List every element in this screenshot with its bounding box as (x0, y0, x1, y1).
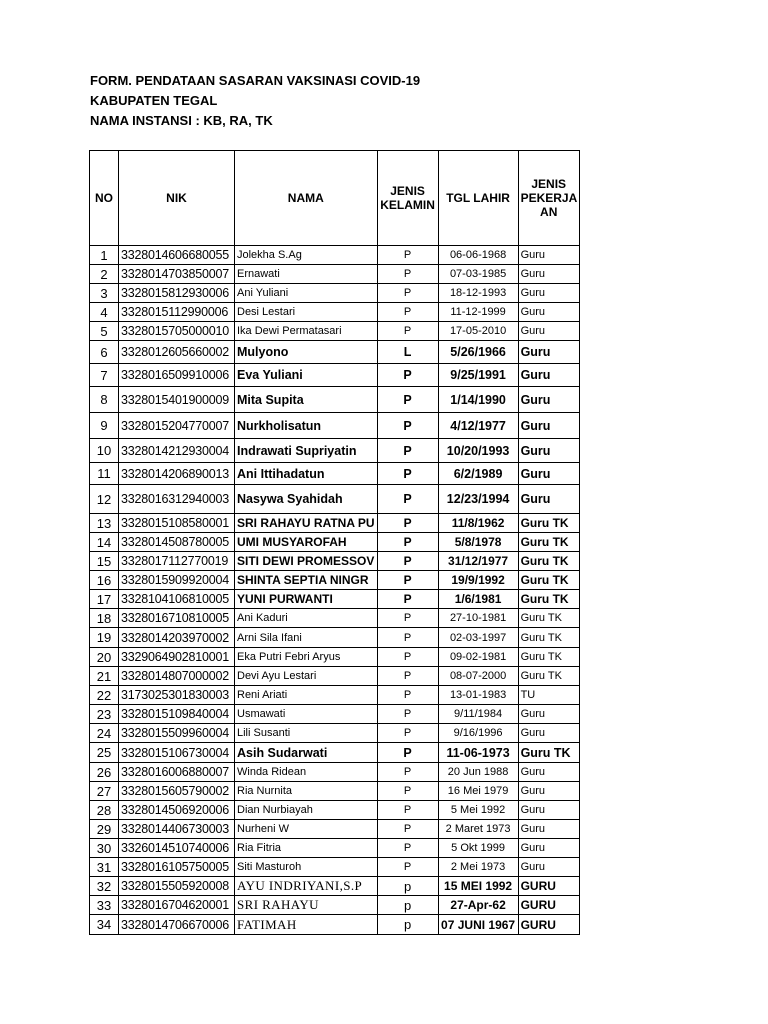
cell-jenis-kelamin: L (377, 341, 438, 364)
cell-tgl-lahir: 6/2/1989 (438, 463, 518, 485)
cell-no: 7 (90, 364, 119, 387)
cell-nik: 3329064902810001 (119, 648, 235, 667)
cell-tgl-lahir: 19/9/1992 (438, 571, 518, 590)
cell-jenis-pekerjaan: Guru (518, 705, 579, 724)
cell-nama: Ani Yuliani (235, 284, 378, 303)
table-row (90, 571, 580, 590)
cell-nama: Ika Dewi Permatasari (235, 322, 378, 341)
cell-tgl-lahir: 12/23/1994 (438, 485, 518, 514)
cell-nama: Indrawati Supriyatin (235, 439, 378, 463)
cell-no: 15 (90, 552, 119, 571)
cell-nama: Mita Supita (235, 387, 378, 413)
cell-no: 20 (90, 648, 119, 667)
cell-jenis-pekerjaan: Guru TK (518, 667, 579, 686)
cell-nama: Asih Sudarwati (235, 743, 378, 763)
table-row (90, 341, 580, 364)
cell-jenis-pekerjaan: Guru (518, 485, 579, 514)
table-row (90, 782, 580, 801)
cell-nik: 3328104106810005 (119, 590, 235, 609)
header-jenis-kelamin: JENIS KELAMIN (377, 151, 438, 246)
cell-jenis-pekerjaan: Guru TK (518, 533, 579, 552)
cell-nama: Nurkholisatun (235, 413, 378, 439)
table-row (90, 724, 580, 743)
cell-jenis-kelamin: P (377, 364, 438, 387)
cell-no: 16 (90, 571, 119, 590)
form-title: FORM. PENDATAAN SASARAN VAKSINASI COVID-19 (90, 73, 421, 88)
cell-jenis-kelamin: P (377, 667, 438, 686)
cell-no: 17 (90, 590, 119, 609)
cell-tgl-lahir: 18-12-1993 (438, 284, 518, 303)
cell-jenis-kelamin: P (377, 284, 438, 303)
cell-jenis-pekerjaan: Guru (518, 439, 579, 463)
table-row (90, 609, 580, 628)
cell-nama: Lili Susanti (235, 724, 378, 743)
table-row (90, 820, 580, 839)
cell-jenis-pekerjaan: Guru (518, 265, 579, 284)
cell-nama: Ria Fitria (235, 839, 378, 858)
cell-tgl-lahir: 09-02-1981 (438, 648, 518, 667)
header-no: NO (90, 151, 119, 246)
cell-jenis-pekerjaan: Guru TK (518, 571, 579, 590)
cell-jenis-kelamin: P (377, 724, 438, 743)
cell-tgl-lahir: 2 Maret 1973 (438, 820, 518, 839)
cell-no: 29 (90, 820, 119, 839)
cell-nik: 3328014203970002 (119, 628, 235, 648)
table-row (90, 667, 580, 686)
cell-no: 10 (90, 439, 119, 463)
cell-jenis-pekerjaan: Guru TK (518, 743, 579, 763)
cell-no: 14 (90, 533, 119, 552)
table-row (90, 533, 580, 552)
cell-nik: 3328014206890013 (119, 463, 235, 485)
cell-jenis-kelamin: P (377, 743, 438, 763)
table-row (90, 514, 580, 533)
cell-jenis-kelamin: p (377, 877, 438, 896)
cell-nama: Jolekha S.Ag (235, 246, 378, 265)
cell-nik: 3328014506920006 (119, 801, 235, 820)
table-row (90, 284, 580, 303)
cell-tgl-lahir: 08-07-2000 (438, 667, 518, 686)
cell-no: 28 (90, 801, 119, 820)
cell-jenis-pekerjaan: GURU (518, 896, 579, 915)
table-row (90, 322, 580, 341)
cell-tgl-lahir: 07-03-1985 (438, 265, 518, 284)
cell-nik: 3328015109840004 (119, 705, 235, 724)
cell-jenis-kelamin: P (377, 439, 438, 463)
table-row (90, 743, 580, 763)
cell-tgl-lahir: 20 Jun 1988 (438, 763, 518, 782)
cell-jenis-kelamin: P (377, 413, 438, 439)
cell-jenis-pekerjaan: Guru (518, 322, 579, 341)
cell-jenis-kelamin: P (377, 533, 438, 552)
cell-jenis-kelamin: p (377, 896, 438, 915)
cell-nama: Arni Sila Ifani (235, 628, 378, 648)
cell-no: 18 (90, 609, 119, 628)
cell-jenis-pekerjaan: Guru TK (518, 628, 579, 648)
table-row (90, 463, 580, 485)
cell-no: 30 (90, 839, 119, 858)
table-row (90, 915, 580, 935)
cell-nik: 3328014212930004 (119, 439, 235, 463)
cell-nik: 3328016710810005 (119, 609, 235, 628)
cell-tgl-lahir: 5 Okt 1999 (438, 839, 518, 858)
cell-nik: 3328015505920008 (119, 877, 235, 896)
cell-nama: Ria Nurnita (235, 782, 378, 801)
header-nama: NAMA (235, 151, 378, 246)
cell-jenis-pekerjaan: Guru (518, 387, 579, 413)
table-row (90, 648, 580, 667)
cell-jenis-kelamin: P (377, 552, 438, 571)
cell-jenis-kelamin: P (377, 322, 438, 341)
cell-jenis-pekerjaan: Guru (518, 763, 579, 782)
cell-no: 32 (90, 877, 119, 896)
cell-jenis-kelamin: P (377, 463, 438, 485)
cell-tgl-lahir: 9/16/1996 (438, 724, 518, 743)
cell-nama: Mulyono (235, 341, 378, 364)
cell-no: 24 (90, 724, 119, 743)
cell-nik: 3328015401900009 (119, 387, 235, 413)
cell-tgl-lahir: 4/12/1977 (438, 413, 518, 439)
cell-nik: 3328014706670006 (119, 915, 235, 935)
cell-nik: 3328016704620001 (119, 896, 235, 915)
cell-jenis-kelamin: P (377, 839, 438, 858)
cell-nik: 3326014510740006 (119, 839, 235, 858)
cell-tgl-lahir: 5 Mei 1992 (438, 801, 518, 820)
table-row (90, 364, 580, 387)
cell-no: 2 (90, 265, 119, 284)
cell-jenis-kelamin: p (377, 915, 438, 935)
cell-nik: 3328016006880007 (119, 763, 235, 782)
cell-nama: Winda Ridean (235, 763, 378, 782)
cell-no: 21 (90, 667, 119, 686)
table-row (90, 246, 580, 265)
vaccination-table (89, 150, 580, 935)
header-nik: NIK (119, 151, 235, 246)
cell-jenis-kelamin: P (377, 705, 438, 724)
cell-jenis-pekerjaan: Guru (518, 463, 579, 485)
cell-nama: Usmawati (235, 705, 378, 724)
cell-nama: Eva Yuliani (235, 364, 378, 387)
cell-no: 13 (90, 514, 119, 533)
cell-nik: 3328015112990006 (119, 303, 235, 322)
cell-nama: SHINTA SEPTIA NINGR (235, 571, 378, 590)
cell-jenis-pekerjaan: Guru TK (518, 552, 579, 571)
cell-tgl-lahir: 5/8/1978 (438, 533, 518, 552)
cell-jenis-kelamin: P (377, 763, 438, 782)
table-row (90, 896, 580, 915)
cell-jenis-kelamin: P (377, 303, 438, 322)
cell-jenis-pekerjaan: Guru (518, 303, 579, 322)
cell-jenis-pekerjaan: Guru (518, 284, 579, 303)
cell-no: 8 (90, 387, 119, 413)
cell-jenis-kelamin: P (377, 801, 438, 820)
cell-no: 33 (90, 896, 119, 915)
cell-jenis-pekerjaan: Guru (518, 839, 579, 858)
cell-nama: Ernawati (235, 265, 378, 284)
cell-nik: 3328015705000010 (119, 322, 235, 341)
cell-tgl-lahir: 27-10-1981 (438, 609, 518, 628)
cell-tgl-lahir: 11-06-1973 (438, 743, 518, 763)
cell-nik: 3328015812930006 (119, 284, 235, 303)
cell-jenis-kelamin: P (377, 782, 438, 801)
cell-nik: 3328016509910006 (119, 364, 235, 387)
cell-no: 1 (90, 246, 119, 265)
cell-nama: UMI MUSYAROFAH (235, 533, 378, 552)
cell-nik: 3328015909920004 (119, 571, 235, 590)
cell-nama: YUNI PURWANTI (235, 590, 378, 609)
cell-nama: Eka Putri Febri Aryus (235, 648, 378, 667)
cell-no: 4 (90, 303, 119, 322)
cell-nama: Dian Nurbiayah (235, 801, 378, 820)
cell-nik: 3328015106730004 (119, 743, 235, 763)
cell-jenis-kelamin: P (377, 628, 438, 648)
cell-jenis-pekerjaan: Guru (518, 801, 579, 820)
cell-jenis-pekerjaan: Guru (518, 364, 579, 387)
cell-jenis-kelamin: P (377, 686, 438, 705)
header-row (90, 151, 580, 246)
cell-jenis-pekerjaan: Guru TK (518, 648, 579, 667)
cell-jenis-pekerjaan: Guru TK (518, 609, 579, 628)
cell-nik: 3328017112770019 (119, 552, 235, 571)
cell-jenis-pekerjaan: Guru (518, 724, 579, 743)
cell-jenis-pekerjaan: GURU (518, 877, 579, 896)
table-row (90, 801, 580, 820)
cell-nik: 3328014406730003 (119, 820, 235, 839)
cell-no: 22 (90, 686, 119, 705)
cell-nik: 3328014508780005 (119, 533, 235, 552)
cell-tgl-lahir: 31/12/1977 (438, 552, 518, 571)
cell-jenis-pekerjaan: GURU (518, 915, 579, 935)
cell-jenis-kelamin: P (377, 485, 438, 514)
cell-jenis-kelamin: P (377, 609, 438, 628)
cell-nama: Nurheni W (235, 820, 378, 839)
table-row (90, 858, 580, 877)
cell-nik: 3328014807000002 (119, 667, 235, 686)
table-row (90, 705, 580, 724)
cell-tgl-lahir: 10/20/1993 (438, 439, 518, 463)
cell-jenis-kelamin: P (377, 648, 438, 667)
cell-nama: SRI RAHAYU RATNA PU (235, 514, 378, 533)
cell-tgl-lahir: 07 JUNI 1967 (438, 915, 518, 935)
table-row (90, 303, 580, 322)
cell-jenis-kelamin: P (377, 265, 438, 284)
cell-tgl-lahir: 5/26/1966 (438, 341, 518, 364)
table-row (90, 413, 580, 439)
cell-no: 3 (90, 284, 119, 303)
cell-tgl-lahir: 13-01-1983 (438, 686, 518, 705)
table-row (90, 590, 580, 609)
cell-nik: 3328014703850007 (119, 265, 235, 284)
cell-tgl-lahir: 2 Mei 1973 (438, 858, 518, 877)
cell-no: 26 (90, 763, 119, 782)
institution-title: NAMA INSTANSI : KB, RA, TK (90, 113, 273, 128)
cell-jenis-pekerjaan: Guru TK (518, 514, 579, 533)
cell-no: 27 (90, 782, 119, 801)
cell-tgl-lahir: 16 Mei 1979 (438, 782, 518, 801)
table-row (90, 877, 580, 896)
cell-jenis-kelamin: P (377, 246, 438, 265)
cell-nik: 3328015108580001 (119, 514, 235, 533)
cell-no: 9 (90, 413, 119, 439)
cell-tgl-lahir: 1/6/1981 (438, 590, 518, 609)
cell-nama: Desi Lestari (235, 303, 378, 322)
cell-jenis-pekerjaan: TU (518, 686, 579, 705)
cell-nama: Siti Masturoh (235, 858, 378, 877)
cell-jenis-kelamin: P (377, 590, 438, 609)
cell-nik: 3328015509960004 (119, 724, 235, 743)
cell-tgl-lahir: 11-12-1999 (438, 303, 518, 322)
cell-no: 23 (90, 705, 119, 724)
table-row (90, 839, 580, 858)
cell-tgl-lahir: 17-05-2010 (438, 322, 518, 341)
cell-nama: FATIMAH (235, 915, 378, 935)
cell-nama: Ani Ittihadatun (235, 463, 378, 485)
cell-tgl-lahir: 9/25/1991 (438, 364, 518, 387)
cell-nik: 3328015605790002 (119, 782, 235, 801)
cell-nik: 3328014606680055 (119, 246, 235, 265)
cell-no: 31 (90, 858, 119, 877)
cell-nama: SRI RAHAYU (235, 896, 378, 915)
table-row (90, 439, 580, 463)
cell-no: 25 (90, 743, 119, 763)
cell-jenis-pekerjaan: Guru (518, 341, 579, 364)
cell-tgl-lahir: 27-Apr-62 (438, 896, 518, 915)
cell-nama: Nasywa Syahidah (235, 485, 378, 514)
table-row (90, 265, 580, 284)
header-tgl-lahir: TGL LAHIR (438, 151, 518, 246)
cell-nama: SITI DEWI PROMESSOV (235, 552, 378, 571)
cell-no: 5 (90, 322, 119, 341)
cell-nama: AYU INDRIYANI,S.P (235, 877, 378, 896)
table-row (90, 628, 580, 648)
cell-nik: 3328016312940003 (119, 485, 235, 514)
cell-tgl-lahir: 1/14/1990 (438, 387, 518, 413)
cell-no: 12 (90, 485, 119, 514)
cell-jenis-kelamin: P (377, 571, 438, 590)
table-row (90, 485, 580, 514)
cell-jenis-kelamin: P (377, 820, 438, 839)
header-jenis-pekerjaan: JENIS PEKERJA AN (518, 151, 579, 246)
cell-nik: 3328015204770007 (119, 413, 235, 439)
table-row (90, 387, 580, 413)
cell-jenis-pekerjaan: Guru (518, 820, 579, 839)
cell-no: 34 (90, 915, 119, 935)
regency-title: KABUPATEN TEGAL (90, 93, 218, 108)
cell-nama: Ani Kaduri (235, 609, 378, 628)
cell-no: 11 (90, 463, 119, 485)
cell-nik: 3328016105750005 (119, 858, 235, 877)
cell-jenis-pekerjaan: Guru (518, 858, 579, 877)
cell-jenis-pekerjaan: Guru TK (518, 590, 579, 609)
cell-jenis-kelamin: P (377, 514, 438, 533)
cell-jenis-pekerjaan: Guru (518, 246, 579, 265)
cell-jenis-kelamin: P (377, 387, 438, 413)
cell-tgl-lahir: 06-06-1968 (438, 246, 518, 265)
cell-tgl-lahir: 9/11/1984 (438, 705, 518, 724)
cell-no: 19 (90, 628, 119, 648)
table-row (90, 552, 580, 571)
table-row (90, 686, 580, 705)
cell-nama: Devi Ayu Lestari (235, 667, 378, 686)
cell-nama: Reni Ariati (235, 686, 378, 705)
table-row (90, 763, 580, 782)
cell-jenis-pekerjaan: Guru (518, 782, 579, 801)
cell-tgl-lahir: 02-03-1997 (438, 628, 518, 648)
cell-nik: 3328012605660002 (119, 341, 235, 364)
cell-tgl-lahir: 11/8/1962 (438, 514, 518, 533)
cell-jenis-pekerjaan: Guru (518, 413, 579, 439)
cell-no: 6 (90, 341, 119, 364)
cell-nik: 3173025301830003 (119, 686, 235, 705)
cell-tgl-lahir: 15 MEI 1992 (438, 877, 518, 896)
cell-jenis-kelamin: P (377, 858, 438, 877)
